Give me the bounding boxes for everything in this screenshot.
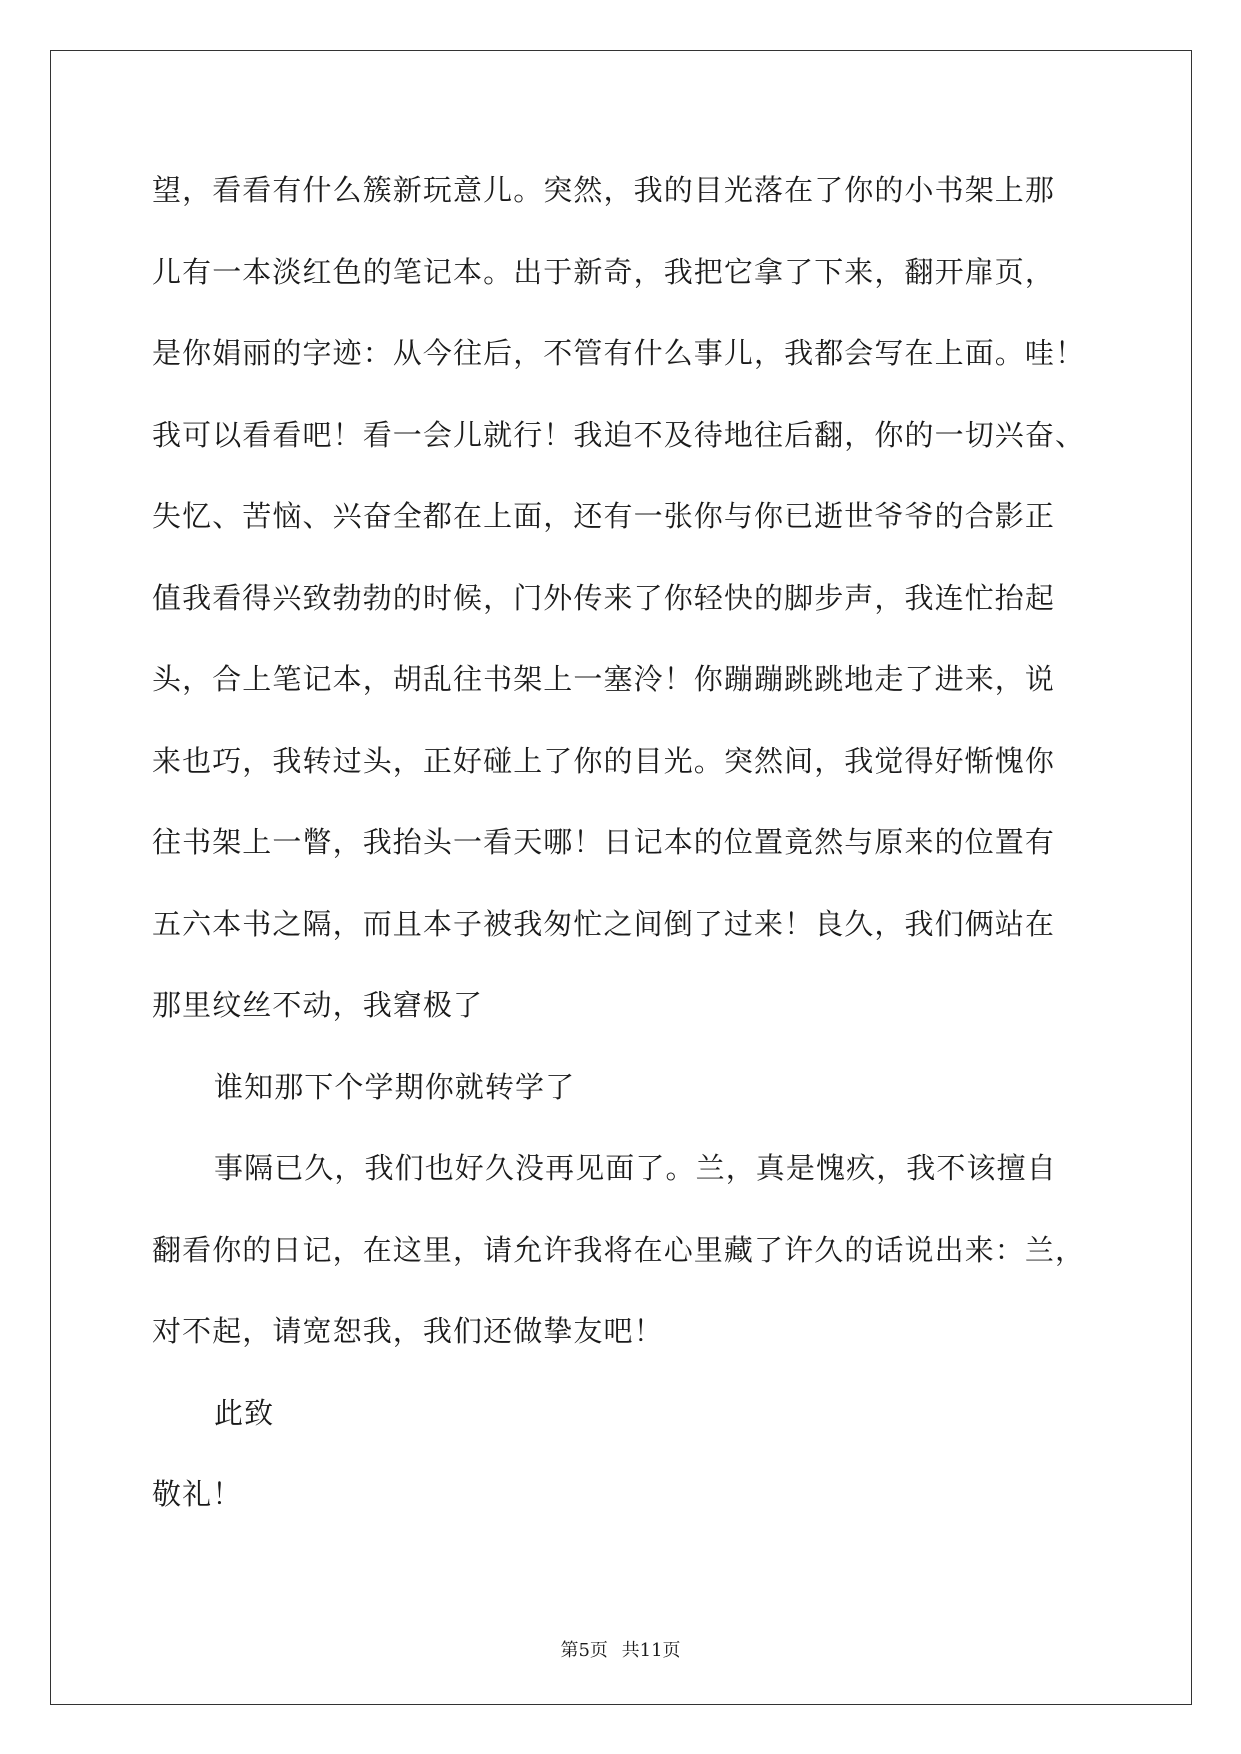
text-line: 往书架上一瞥，我抬头一看天哪！日记本的位置竟然与原来的位置有 — [152, 825, 1056, 859]
text-line: 我可以看看吧！看一会儿就行！我迫不及待地往后翻，你的一切兴奋、 — [152, 417, 1086, 452]
text-line: 是你娟丽的字迹：从今往后，不管有什么事儿，我都会写在上面。哇！ — [152, 336, 1086, 370]
text-line: 那里纹丝不动，我窘极了 — [152, 988, 484, 1022]
document-body — [152, 165, 1102, 1551]
text-line: 来也巧，我转过头，正好碰上了你的目光。突然间，我觉得好惭愧你 — [152, 743, 1056, 778]
closing-salutation: 此致 — [214, 1395, 275, 1430]
text-line: 翻看你的日记，在这里，请允许我将在心里藏了许久的话说出来：兰， — [152, 1232, 1086, 1267]
text-line: 头，合上笔记本，胡乱往书架上一塞泠！你蹦蹦跳跳地走了进来，说 — [152, 662, 1056, 696]
text-line: 值我看得兴致勃勃的时候，门外传来了你轻快的脚步声，我连忙抬起 — [152, 580, 1056, 615]
closing-regards: 敬礼！ — [152, 1477, 243, 1511]
total-page-count: 共11页 — [621, 1640, 681, 1661]
text-line: 儿有一本淡红色的笔记本。出于新奇，我把它拿了下来，翻开扉页， — [152, 254, 1056, 289]
paragraph-start: 事隔已久，我们也好久没再见面了。兰，真是愧疚，我不该擅自 — [214, 1151, 1057, 1185]
page-footer — [0, 1636, 1241, 1662]
text-line: 望，看看有什么簇新玩意儿。突然，我的目光落在了你的小书架上那 — [152, 173, 1056, 207]
current-page-number: 第5页 — [560, 1640, 608, 1661]
text-line: 对不起，请宽恕我，我们还做挚友吧！ — [152, 1314, 664, 1348]
paragraph-start: 谁知那下个学期你就转学了 — [214, 1069, 576, 1104]
text-line: 失忆、苦恼、兴奋全都在上面，还有一张你与你已逝世爷爷的合影正 — [152, 499, 1056, 533]
text-line: 五六本书之隔，而且本子被我匆忙之间倒了过来！良久，我们俩站在 — [152, 906, 1056, 941]
